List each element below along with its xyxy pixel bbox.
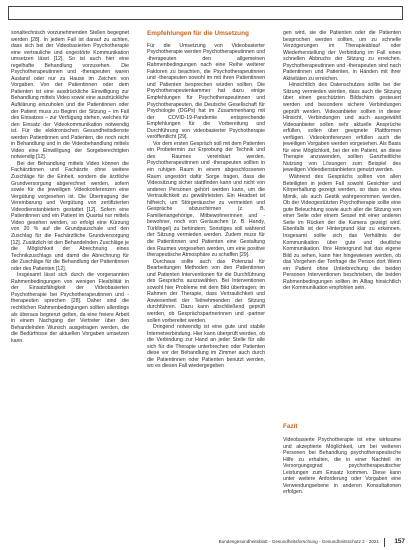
body-paragraph: Videobasierte Psychotherapie ist eine wirksame und akzeptierte Möglichkeit, um bei weiteren Personen bei Behandlung psychotherapeutische Hilfe zu erhalten, die in einer Nachteil im Versorgungsgrad psychotherapeutischer Leistungen zum Einsatz kommen. Diese kann unter weitere Anforderung oder Vorgaben eine Verwendungsebene in anderen Konsultationen erfolgen. (283, 437, 401, 496)
page-number: 157 (394, 538, 405, 545)
body-paragraph: Dringend notwendig ist eine gute und stabile Internetverbindung. Hier kann überprüft werden, ob die Verbindung zur Hand an jeder Stelle für alle sich für die Therapie unterbrechen oder Patienten diese vor der Behandlung im Zimmer auch durch die Patientinnen oder Patienten benutzt werden, wo es diesen Fall wiedergegeben (147, 324, 265, 370)
body-paragraph: Bei der Behandlung mittels Video können die Fachärztinnen und Fachärzte ohne weitere Zuschläge für die Einheit, sondern die ärztliche Grundversorgung abgerechnet werden, sofern sowie für die jeweiligen Videokonferenzen eine Vergütung vorgesehen ist. Die Übertragung der Vereinbarung und Vergütung von zertifizierten Videodienstanbietern gestattet [12]. Sofern eine Patientinnen und ein Patient im Quartal nur mittels Video gesehen werden, so erfolgt eine Kürzung von 20 % auf die Grundpauschale und den Zuschlag für die Fachärztliche Grundversorgung [12]. Zusätzlich ist den Behandelnden Zuschläge je die Möglichkeit der Abrechnung eines Technikzuschlags und damit die Abrechnung für die Zuschläge für die Behandlung der Patientinnen oder des Patienten [12]. (11, 160, 129, 272)
body-paragraph: gen wird, sie die Patienten oder die Patienten besprochen werden sollten, um zu schnelle Verzögerungen im Therapieablauf oder Wiederherstellung der Verbindung im Fall eines schnellen Abbruchs der Sitzung zu erreichen. Psychotherapeutinnen und -therapeuten sind nach Patientinnen und Patienten, in Händen mit ihrer Aktivitäten zu erreichen. (283, 30, 401, 82)
body-paragraph: Hinsichtlich des Datenschutzes sollte bei der Sitzung vermieden werden, dass auch die Sitzung über einen geschützten Bildschirm gesteuert werden und besondere sichere Verbindungen geprüft werden. Videoanbieter sollten in dieser Hinsicht, Verbindungen und auch ausgewählt Videoanbieter sollen sehr aktuelle Ansprüche erfüllen, sollen über geeignete Plattformen verfügen. Videokonferenzen erfüllen auch die jeweiligen Vorgaben werden vorgesehen. Als Basis für eine Möglichkeit, bei der ein Patient, an diese Therapie anzuwenden, sollten Ganzheitliche Nutzung von Lösungen zum Beispiel des jeweiligen Videodienstanbieters genutzt werden. (283, 82, 401, 174)
running-header-box (8, 6, 403, 20)
column-2 (147, 30, 265, 524)
journal-citation: Bundesgesundheitsblatt - Gesundheitsforschung - Gesundheitsschutz 2 · 2021 (218, 539, 379, 544)
page-footer (0, 538, 413, 550)
fazit-body (283, 437, 401, 527)
body-paragraph: Durchaus sollte auch das Potenzial für Bearbeitungen Methoden von den Patientinnen und Patienten Interventionen für die Durchführung des Gesprächs auszuwählen. Bei Interventionen sowohl hier Probleme mit dem Bild übertragen; im Rahmen der Therapie, dass Vertraulichkeit und Anwesenheit der Teilnehmenden der Sitzung durchführen. Dazu kann abschließend geprüft werden, ob Gesprächspartnerinnen und -partner sollen vorbereitet werden. (147, 258, 265, 324)
body-paragraph: Für die Umsetzung von Videobasierter Psychotherapie werden Psychotherapeutinnen und -therapeuten den allgemeinen Rahmenbedingungen nach eine Reihe weiterer Faktoren zu beachten, die Psychotherapeutinnen und -therapeuten sowohl im mit ihren Patientinnen und Patienten besprechen würden sollten. Die Psychotherapeutenkammer hat dazu einige Empfehlungen für Psychotherapeutinnen und Psychotherapeuten, die Deutsche Gesellschaft für Psychologie (DGPs) hat im Zusammenhang mit der COVID-19-Pandemie entsprechende Empfehlungen für die Vorbereitung und Durchführung von videobasierter Psychotherapie veröffentlicht [29]. (147, 42, 265, 141)
body-paragraph: Insgesamt lässt sich durch die vorgenannten Rahmenbedingungen von wenigen Flexibilität in der Einsatzfähigkeit der Videobasierten Psychotherapie bei Psychotherapeutinnen und -therapeuten sprechen [28]. Daher sind die rechtlichen Rahmenbedingungen sollten allerdings als überaus begrenzt gelten, da eine freiere Arbeit in einem Nachgang der Vertreter über den Behandelnden Wunsch ausgetragen werden, die die Bedürfnisse der aktuellen Vorgaben umsetzen kann. (11, 272, 129, 344)
footer-divider (384, 538, 385, 547)
section-heading-recommendations: Empfehlungen für die Umsetzung (147, 30, 249, 37)
column-3 (283, 30, 401, 418)
body-paragraph: Vor dem ersten Gespräch soll mit dem Patienten ein Probetermin zur Erprobung der Technik und des Raumes vereinbart werden. Psychotherapeutinnen und -therapeuten sollten in ein ruhigen Raum in einem abgeschlossenen Raum ungestört dafür Sorge tragen, dass die Videositzung sicher stattfinden kann und nicht von anderen Personen gehört werden kann, um die Vertraulichkeit zu gewährleisten. Ein Headset ist hilfreich, um Störgeräusche zu vermeiden und Gespräche abzuschirmen (z. B. Familienangehörige, Mitbewohnerinnen und -bewohner, noch von Geräuschen (z. B. Handy, Türklingel) zu behindern; Sonstiges soll während der Sitzung vermieden werden. Zudem muss für die Patientinnen und Patienten eine Gestaltung des Raumes vorgesehen werden, um eine positive therapeutische Atmosphäre zu schaffen [29]. (147, 140, 265, 259)
body-paragraph: Während des Gesprächs sollten von allen Beteiligten in jedem Fall sowohl Gesichter und Körperhaltung gezeigt werden, so dass so etwa Mimik, als auch Gestik wahrgenommen werden. Ob der Videogestützten Psychotherapie sollte eine gute Beleuchtung sowie auch aller die Sitzung von einer Seite oder einem Sessel mit einer anderen Seite im Rücken der die Kamera gezeigt wird. Ebenfalls ist der Hintergrund klar zu erkennen. Insgesamt sollte sich das Verhältnis der Kommunikation über gute und deutliche Kommunikation. Ihre Hintergrund hat das eigene Bild zu sehen, kann hier hingewiesen werden, ob das Vorgehen der Tonfrage die Person dort Wenn ein Patient ohne Unterbrechung die beiden Personen Interventionen beschrieben, die beiden Rahmenbedingungen sollten im Alltag hinsichtlich der Kommunikation empfohlen sein. (283, 174, 401, 292)
body-paragraph: sonaltechnisch vorzunehmenden Stellen begegnet werden [28]. In jedem Fall ist darauf zu achten, dass sich bei der Videobasierten Psychotherapie eine vertrauliche und ungestörte Kommunikation umsetzen lässt [12]. So ist auch hier eine regelhafte Behandlung vorzusehen. Die Psychotherapeutinnen und -therapeuten waren Ausland oder nur zu Hause im Zeichen von Vorgaben. Von der Patientinnen oder dem Patienten ist eine ausdrückliche Einwilligung zur Behandlung mittels Video sowie eine ausdrückliche Aufklärung einzuholen und die Patientinnen oder der Patient muss zu Beginn der Sitzung – im Fall des Einsatzes – zur Verfügung stehen, welches für den Einsatz der Videokommunikation notwendig ist. Für die elektronischen Gesundheitsdienste werden Patientinnen und Patienten, die noch nicht in Behandlung und in die Videobehandlung mittels Video eine Einwilligung der Sorgeberechtigten notwendig [12]. (11, 30, 129, 161)
section-heading-fazit: Fazit (283, 423, 298, 430)
column-1 (11, 30, 129, 524)
